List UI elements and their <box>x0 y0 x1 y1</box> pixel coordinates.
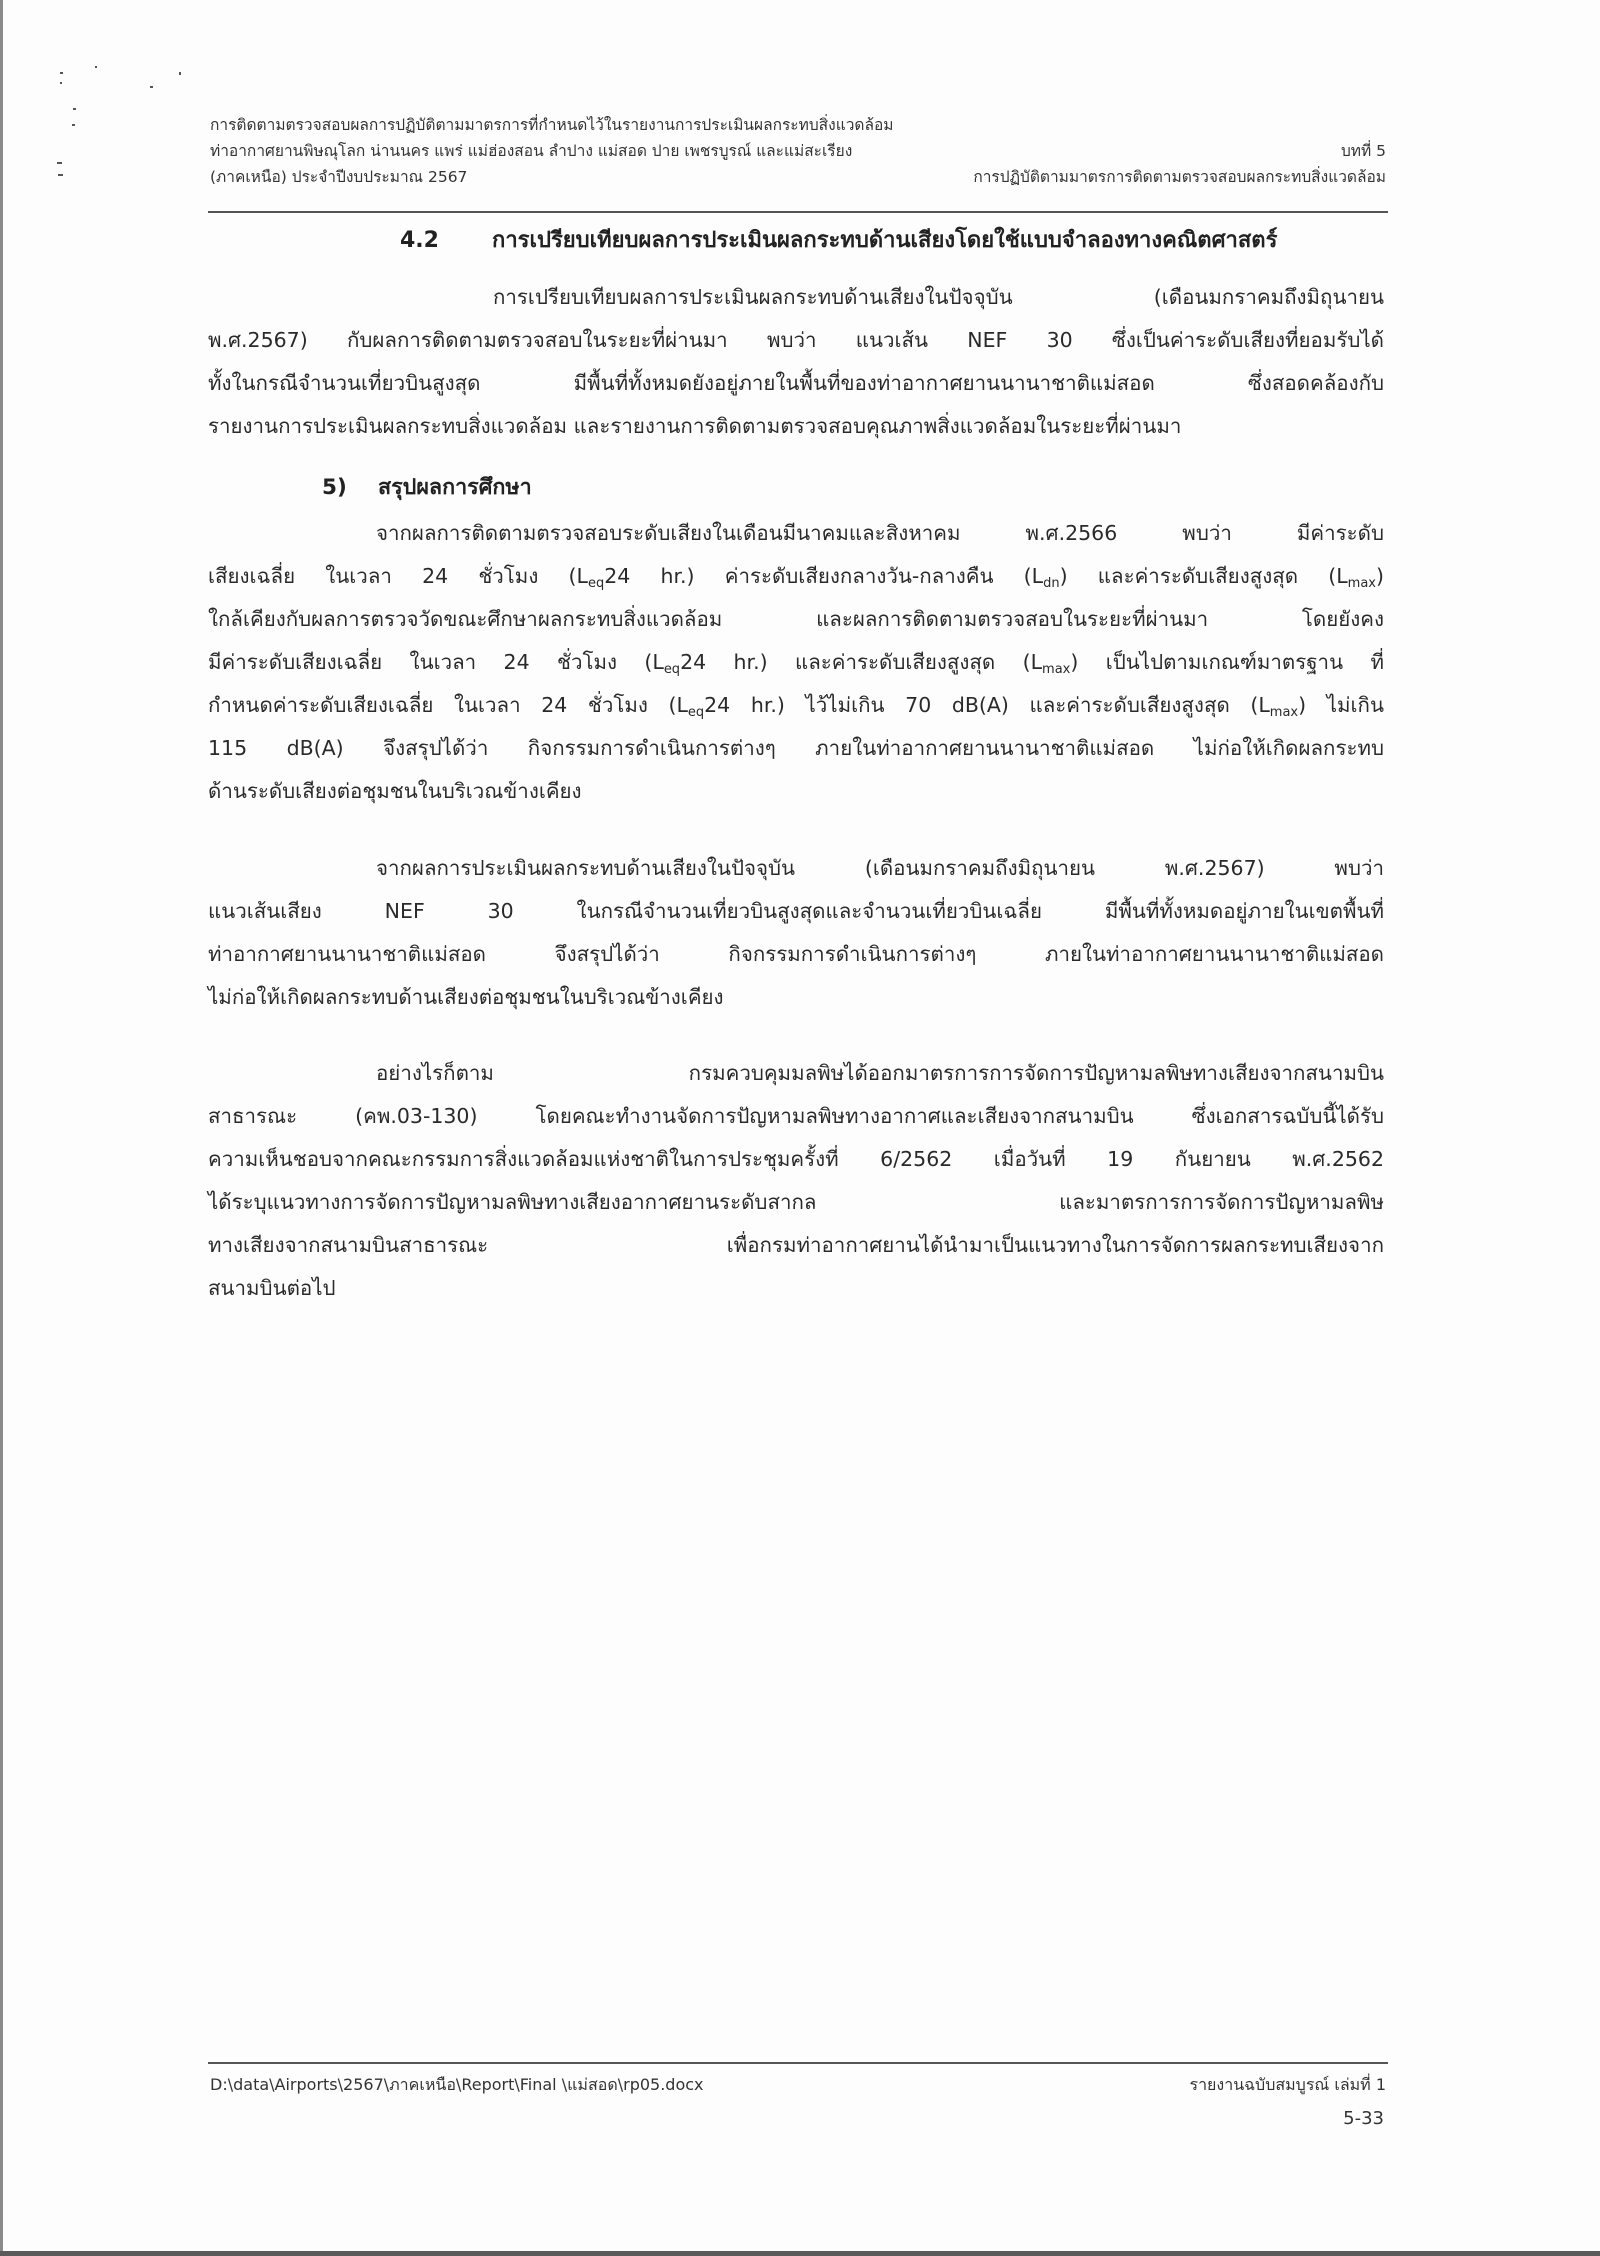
text-segment: ) ไม่เกิน <box>1298 693 1384 717</box>
text-line: ใกล้เคียงกับผลการตรวจวัดขณะศึกษาผลกระทบสิ่งแวดล้อม และผลการติดตามตรวจสอบในระยะที่ผ่านมา โดยยังคง <box>208 607 1384 631</box>
text-segment: เสียงเฉลี่ย ในเวลา 24 ชั่วโมง (L <box>208 564 588 588</box>
text-line: จากผลการติดตามตรวจสอบระดับเสียงในเดือนมีนาคมและสิงหาคม พ.ศ.2566 พบว่า มีค่าระดับ <box>376 521 1384 545</box>
text-segment: ) เป็นไปตามเกณฑ์มาตรฐาน ที่ <box>1070 650 1384 674</box>
header-line-2 <box>210 138 1386 164</box>
conclusion-heading <box>322 470 532 504</box>
text-line: พ.ศ.2567) กับผลการติดตามตรวจสอบในระยะที่ผ่านมา พบว่า แนวเส้น NEF 30 ซึ่งเป็นค่าระดับเสียงที่ยอมรับได้ <box>208 328 1384 352</box>
text-segment: 24 hr.) ไว้ไม่เกิน 70 dB(A) และค่าระดับเสียงสูงสุด (L <box>704 693 1270 717</box>
text-line: การเปรียบเทียบผลการประเมินผลกระทบด้านเสียงในปัจจุบัน (เดือนมกราคมถึงมิถุนายน <box>493 285 1384 309</box>
text-segment: กำหนดค่าระดับเสียงเฉลี่ย ในเวลา 24 ชั่วโมง (L <box>208 693 688 717</box>
report-volume: รายงานฉบับสมบูรณ์ เล่มที่ 1 <box>1189 2075 1386 2094</box>
subscript: max <box>1042 662 1071 677</box>
text-line: สาธารณะ (คพ.03-130) โดยคณะทำงานจัดการปัญหามลพิษทางอากาศและเสียงจากสนามบิน ซึ่งเอกสารฉบับนี้ได้รับ <box>208 1104 1384 1128</box>
section-number: 4.2 <box>400 228 439 253</box>
subscript: eq <box>663 662 681 677</box>
text-line <box>208 555 1384 598</box>
text-line: ทั้งในกรณีจำนวนเที่ยวบินสูงสุด มีพื้นที่ทั้งหมดยังอยู่ภายในพื้นที่ของท่าอากาศยานนานาชาติแม่สอด ซึ่งสอดคล้องกับ <box>208 371 1384 395</box>
header-fiscal-year: (ภาคเหนือ) ประจำปีงบประมาณ 2567 <box>210 168 468 186</box>
text-line: ได้ระบุแนวทางการจัดการปัญหามลพิษทางเสียงอากาศยานระดับสากล และมาตรการการจัดการปัญหามลพิษ <box>208 1190 1384 1214</box>
header-airports: ท่าอากาศยานพิษณุโลก น่านนคร แพร่ แม่ฮ่องสอน ลำปาง แม่สอด ปาย เพชรบูรณ์ และแม่สะเรียง <box>210 142 853 160</box>
page-number: 5-33 <box>1343 2108 1384 2129</box>
page-header <box>210 112 1386 190</box>
file-path: D:\data\Airports\2567\ภาคเหนือ\Report\Final \แม่สอด\rp05.docx <box>210 2075 704 2094</box>
text-segment: ) <box>1376 564 1384 588</box>
section-title: การเปรียบเทียบผลการประเมินผลกระทบด้านเสียงโดยใช้แบบจำลองทางคณิตศาสตร์ <box>492 228 1278 253</box>
text-line: ทางเสียงจากสนามบินสาธารณะ เพื่อกรมท่าอากาศยานได้นำมาเป็นแนวทางในการจัดการผลกระทบเสียงจาก <box>208 1233 1384 1257</box>
conclusion-number: 5) <box>322 475 347 500</box>
header-rule <box>208 211 1388 213</box>
comparison-paragraph <box>208 276 1384 448</box>
scan-speck <box>58 174 63 176</box>
subscript: max <box>1269 705 1299 720</box>
header-title: การติดตามตรวจสอบผลการปฏิบัติตามมาตรการที่กำหนดไว้ในรายงานการประเมินผลกระทบสิ่งแวดล้อม <box>210 116 894 134</box>
scan-speck <box>179 72 181 75</box>
subscript: eq <box>687 705 705 720</box>
text-segment: 24 hr.) ค่าระดับเสียงกลางวัน-กลางคืน (L <box>604 564 1044 588</box>
pcd-measures-paragraph <box>208 1052 1384 1310</box>
conclusion-title: สรุปผลการศึกษา <box>378 475 532 500</box>
assessment-paragraph <box>208 847 1384 1019</box>
footer-rule <box>208 2062 1388 2064</box>
header-line-1 <box>210 112 1386 138</box>
subscript: eq <box>587 576 605 591</box>
text-segment: 24 hr.) และค่าระดับเสียงสูงสุด (L <box>680 650 1043 674</box>
text-line <box>208 684 1384 727</box>
text-line: สนามบินต่อไป <box>208 1276 336 1300</box>
chapter-title: การปฏิบัติตามมาตรการติดตามตรวจสอบผลกระทบสิ่งแวดล้อม <box>973 168 1386 186</box>
header-line-3 <box>210 164 1386 190</box>
scan-speck <box>60 72 63 74</box>
subscript: dn <box>1043 576 1060 591</box>
text-line: อย่างไรก็ตาม กรมควบคุมมลพิษได้ออกมาตรการการจัดการปัญหามลพิษทางเสียงจากสนามบิน <box>376 1061 1384 1085</box>
text-line <box>208 641 1384 684</box>
scan-speck <box>57 162 62 164</box>
footer-row <box>210 2072 1386 2098</box>
scan-speck <box>73 108 76 110</box>
text-line: ไม่ก่อให้เกิดผลกระทบด้านเสียงต่อชุมชนในบริเวณข้างเคียง <box>208 985 724 1009</box>
text-line: ท่าอากาศยานนานาชาติแม่สอด จึงสรุปได้ว่า กิจกรรมการดำเนินการต่างๆ ภายในท่าอากาศยานนานาชาติแม่สอด <box>208 942 1384 966</box>
text-line: รายงานการประเมินผลกระทบสิ่งแวดล้อม และรายงานการติดตามตรวจสอบคุณภาพสิ่งแวดล้อมในระยะที่ผ่านมา <box>208 414 1182 438</box>
scan-edge-left <box>0 0 3 2256</box>
section-heading <box>400 222 1277 257</box>
scan-speck <box>150 86 153 88</box>
text-segment: ) และค่าระดับเสียงสูงสุด (L <box>1059 564 1348 588</box>
text-line: แนวเส้นเสียง NEF 30 ในกรณีจำนวนเที่ยวบินสูงสุดและจำนวนเที่ยวบินเฉลี่ย มีพื้นที่ทั้งหมดอยู่ภายในเขตพื้นที่ <box>208 899 1384 923</box>
subscript: max <box>1347 576 1376 591</box>
text-line: จากผลการประเมินผลกระทบด้านเสียงในปัจจุบัน (เดือนมกราคมถึงมิถุนายน พ.ศ.2567) พบว่า <box>376 856 1384 880</box>
page-footer <box>210 2072 1386 2098</box>
text-line: ด้านระดับเสียงต่อชุมชนในบริเวณข้างเคียง <box>208 779 582 803</box>
text-line: 115 dB(A) จึงสรุปได้ว่า กิจกรรมการดำเนินการต่างๆ ภายในท่าอากาศยานนานาชาติแม่สอด ไม่ก่อให้เกิดผลกระทบ <box>208 736 1384 760</box>
scan-edge-bottom <box>0 2251 1600 2256</box>
noise-monitoring-paragraph <box>208 512 1384 813</box>
chapter-label: บทที่ 5 <box>1340 142 1386 160</box>
text-segment: มีค่าระดับเสียงเฉลี่ย ในเวลา 24 ชั่วโมง (L <box>208 650 664 674</box>
text-line: ความเห็นชอบจากคณะกรรมการสิ่งแวดล้อมแห่งชาติในการประชุมครั้งที่ 6/2562 เมื่อวันที่ 19 กันยายน พ.ศ.2562 <box>208 1147 1384 1171</box>
scan-speck <box>60 82 62 84</box>
scan-speck <box>95 66 97 68</box>
scan-speck <box>72 124 75 126</box>
